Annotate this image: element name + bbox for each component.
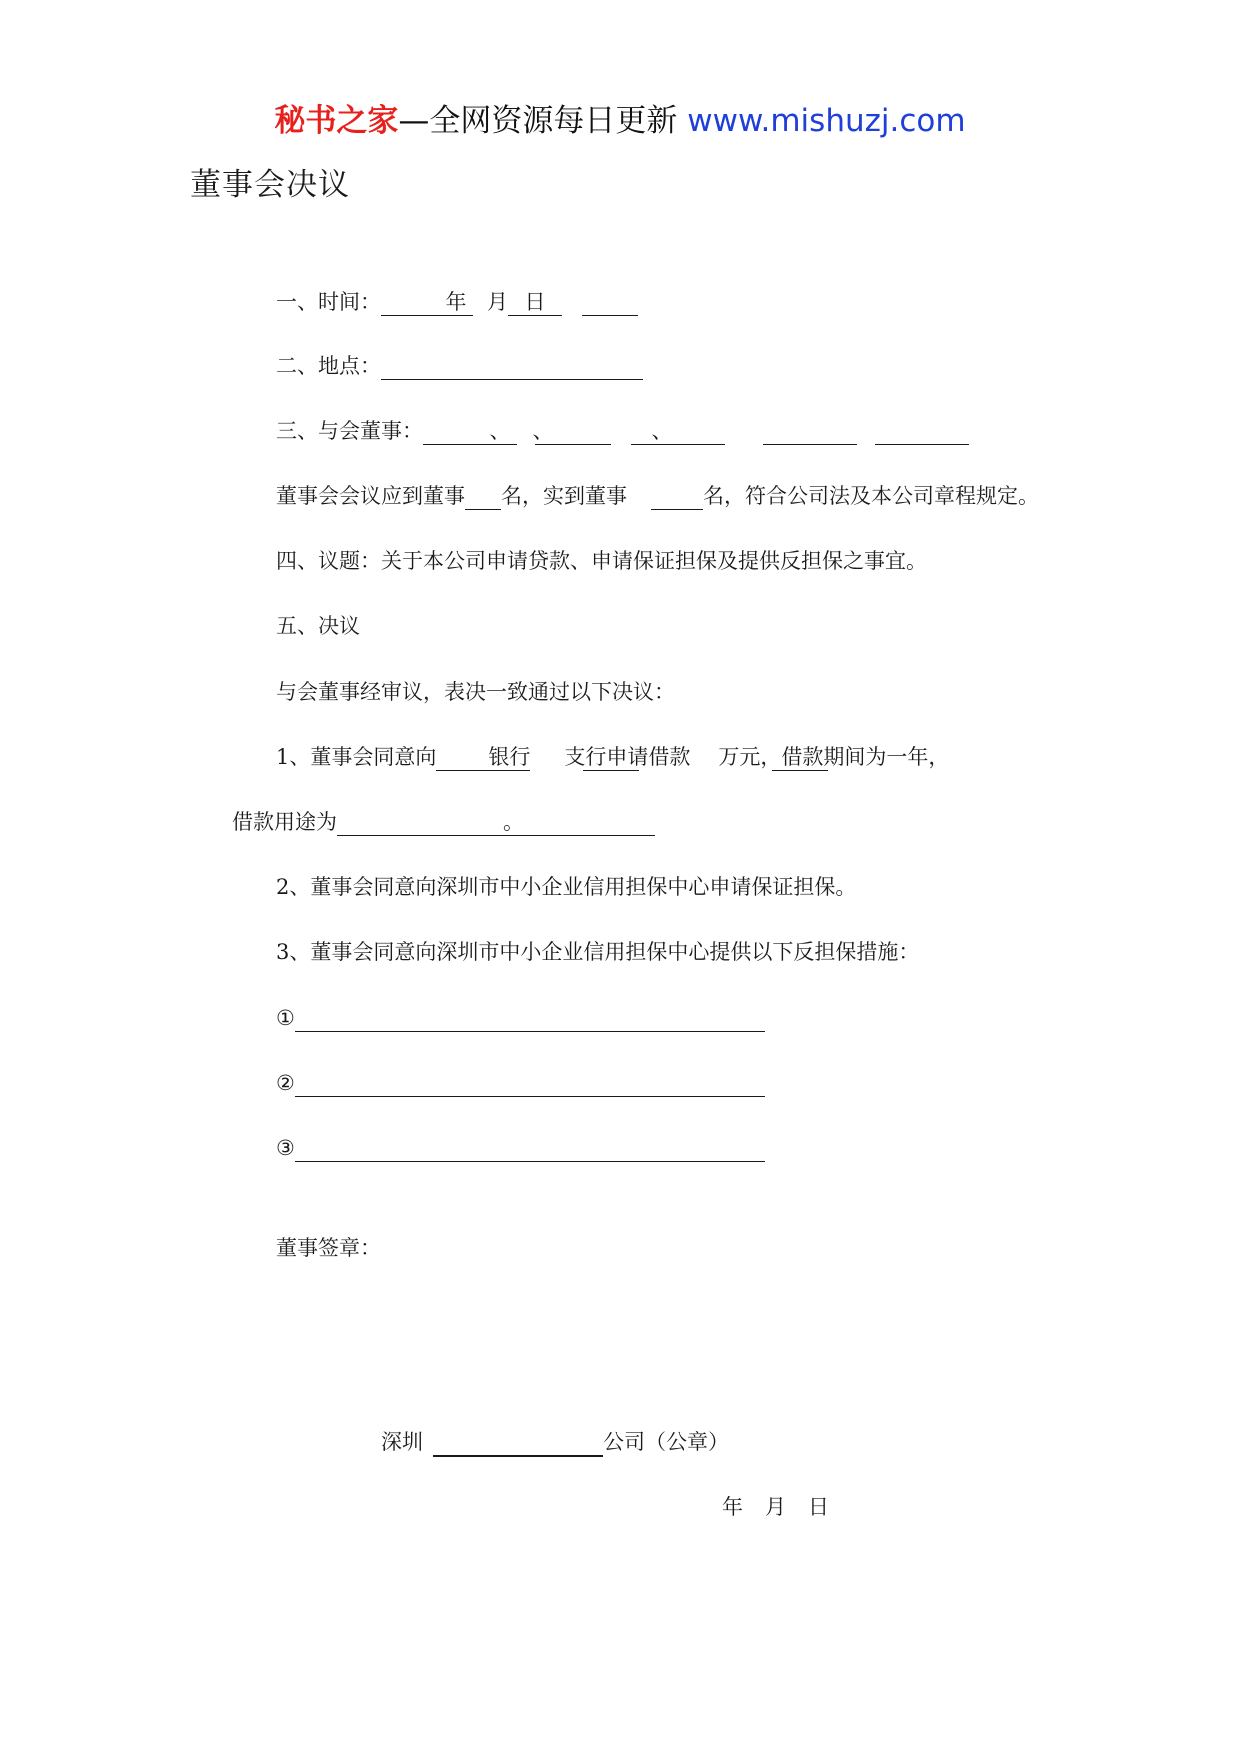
company-prefix: 深圳 bbox=[381, 1430, 423, 1454]
company-suffix: 公司（公章） bbox=[603, 1430, 729, 1454]
banner-brand: 秘书之家 bbox=[274, 103, 399, 139]
website-banner bbox=[0, 100, 1240, 142]
purpose-end: 。 bbox=[503, 810, 524, 834]
measure-1 bbox=[276, 1003, 765, 1033]
attendance-text-3: 名，符合公司法及本公司章程规定。 bbox=[703, 484, 1039, 508]
director-blank-2[interactable] bbox=[532, 416, 611, 445]
measure-2 bbox=[276, 1068, 765, 1098]
measure-3-blank[interactable] bbox=[295, 1133, 765, 1162]
measure-1-marker: ① bbox=[276, 1006, 295, 1030]
branch-underline bbox=[583, 770, 639, 771]
director-blank-3[interactable] bbox=[631, 416, 725, 445]
measure-2-blank[interactable] bbox=[295, 1068, 765, 1097]
bank-blank[interactable] bbox=[436, 742, 530, 771]
topic-line: 四、议题：关于本公司申请贷款、申请保证担保及提供反担保之事宜。 bbox=[276, 549, 927, 573]
director-blank-4[interactable] bbox=[763, 416, 857, 445]
resolution-heading: 五、决议 bbox=[276, 614, 360, 638]
director-sep-2: 、 bbox=[532, 419, 554, 443]
place-label: 二、地点： bbox=[276, 354, 381, 378]
director-sep-3: 、 bbox=[651, 419, 673, 443]
measure-3-marker: ③ bbox=[276, 1136, 295, 1160]
item-1-text-1: 1、董事会同意向 bbox=[276, 745, 437, 769]
bank-label: 银行 bbox=[488, 745, 531, 769]
company-seal-line bbox=[381, 1427, 729, 1457]
actual-count-blank[interactable] bbox=[651, 481, 703, 510]
banner-url-link[interactable]: www.mishuzj.com bbox=[687, 103, 966, 139]
signature-date bbox=[722, 1492, 829, 1522]
attendance-line bbox=[276, 481, 1039, 511]
item-2-line: 2、董事会同意向深圳市中小企业信用担保中心申请保证担保。 bbox=[276, 875, 857, 899]
director-blank-5[interactable] bbox=[875, 416, 969, 445]
purpose-line bbox=[232, 807, 655, 837]
time-line bbox=[276, 287, 638, 317]
directors-line bbox=[276, 416, 969, 446]
measure-3 bbox=[276, 1133, 765, 1163]
document-title: 董事会决议 bbox=[190, 167, 350, 203]
attendance-text-1: 董事会会议应到董事 bbox=[276, 484, 465, 508]
date-month: 月 bbox=[765, 1495, 786, 1519]
expected-count-blank[interactable] bbox=[465, 481, 501, 510]
amount-underline bbox=[772, 770, 828, 771]
attendance-text-2: 名，实到董事 bbox=[501, 484, 627, 508]
company-name-blank[interactable] bbox=[433, 1427, 603, 1457]
item-1-line bbox=[276, 742, 949, 772]
month-label: 月 bbox=[487, 290, 508, 314]
measure-1-blank[interactable] bbox=[295, 1003, 765, 1032]
place-line bbox=[276, 351, 643, 381]
branch-label: 支行申请借款 bbox=[564, 745, 691, 769]
banner-slogan: —全网资源每日更新 bbox=[398, 103, 678, 139]
place-blank[interactable] bbox=[381, 351, 643, 380]
date-day: 日 bbox=[808, 1495, 829, 1519]
item-3-line: 3、董事会同意向深圳市中小企业信用担保中心提供以下反担保措施： bbox=[276, 940, 920, 964]
day-blank[interactable] bbox=[508, 287, 562, 316]
measure-2-marker: ② bbox=[276, 1071, 295, 1095]
amount-text: 万元，借款期间为一年， bbox=[718, 745, 950, 769]
year-blank[interactable] bbox=[381, 287, 439, 316]
day-label: 日 bbox=[524, 290, 546, 314]
purpose-label: 借款用途为 bbox=[232, 810, 337, 834]
signature-label: 董事签章： bbox=[276, 1236, 381, 1260]
directors-label: 三、与会董事： bbox=[276, 419, 423, 443]
resolution-intro: 与会董事经审议，表决一致通过以下决议： bbox=[276, 680, 675, 704]
director-blank-1[interactable] bbox=[423, 416, 517, 445]
purpose-blank[interactable] bbox=[337, 807, 655, 836]
time-label: 一、时间： bbox=[276, 290, 381, 314]
director-sep-1: 、 bbox=[489, 419, 511, 443]
year-label: 年 bbox=[439, 287, 473, 316]
date-year: 年 bbox=[722, 1495, 743, 1519]
hour-blank[interactable] bbox=[582, 287, 638, 316]
